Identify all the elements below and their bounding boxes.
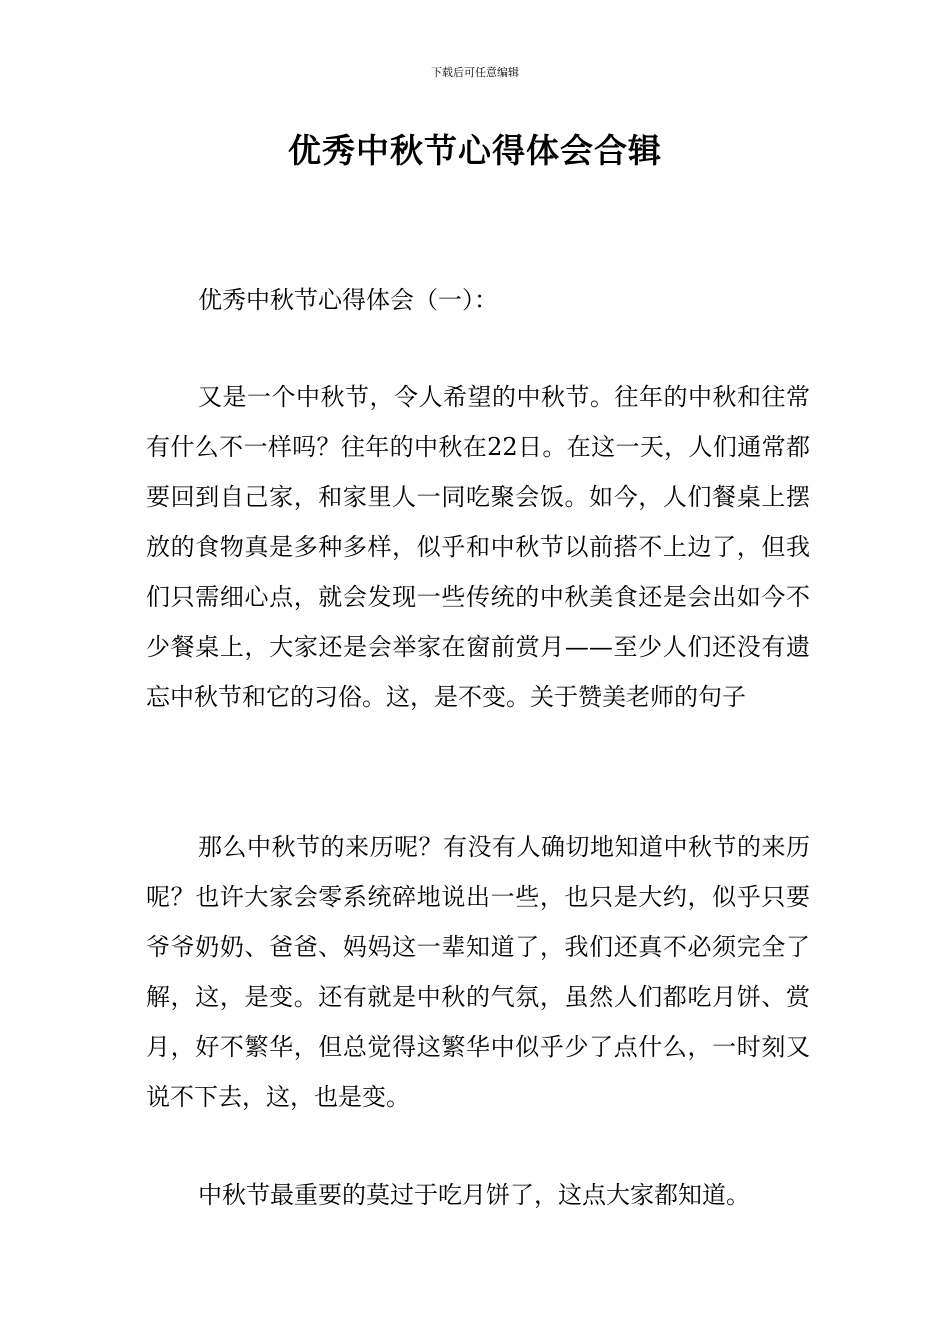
section-heading: 优秀中秋节心得体会（一）： <box>198 286 498 314</box>
body-paragraph-2: 那么中秋节的来历呢？有没有人确切地知道中秋节的来历呢？也许大家会零系统碎地说出一些，也只是大约，似乎只要爷爷奶奶、爸爸、妈妈这一辈知道了，我们还真不必须完全了解，这，是变。还有就是中秋的气氛，虽然人们都吃月饼、赏月，好不繁华，但总觉得这繁华中似乎少了点什么，一时刻又说不下去，这，也是变。 <box>146 833 810 1111</box>
body-paragraph-1: 又是一个中秋节，令人希望的中秋节。往年的中秋和往常有什么不一样吗？往年的中秋在22日。在这一天，人们通常都要回到自己家，和家里人一同吃聚会饭。如今，人们餐桌上摆放的食物真是多种多样，似乎和中秋节以前搭不上边了，但我们只需细心点，就会发现一些传统的中秋美食还是会出如今不少餐桌上，大家还是会举家在窗前赏月——至少人们还没有遗忘中秋节和它的习俗。这，是不变。关于赞美老师的句子 <box>146 383 810 711</box>
body-paragraph-3: 中秋节最重要的莫过于吃月饼了，这点大家都知道。 <box>198 1181 750 1209</box>
document-title: 优秀中秋节心得体会合辑 <box>288 131 662 170</box>
page-header-note: 下载后可任意编辑 <box>431 66 519 79</box>
